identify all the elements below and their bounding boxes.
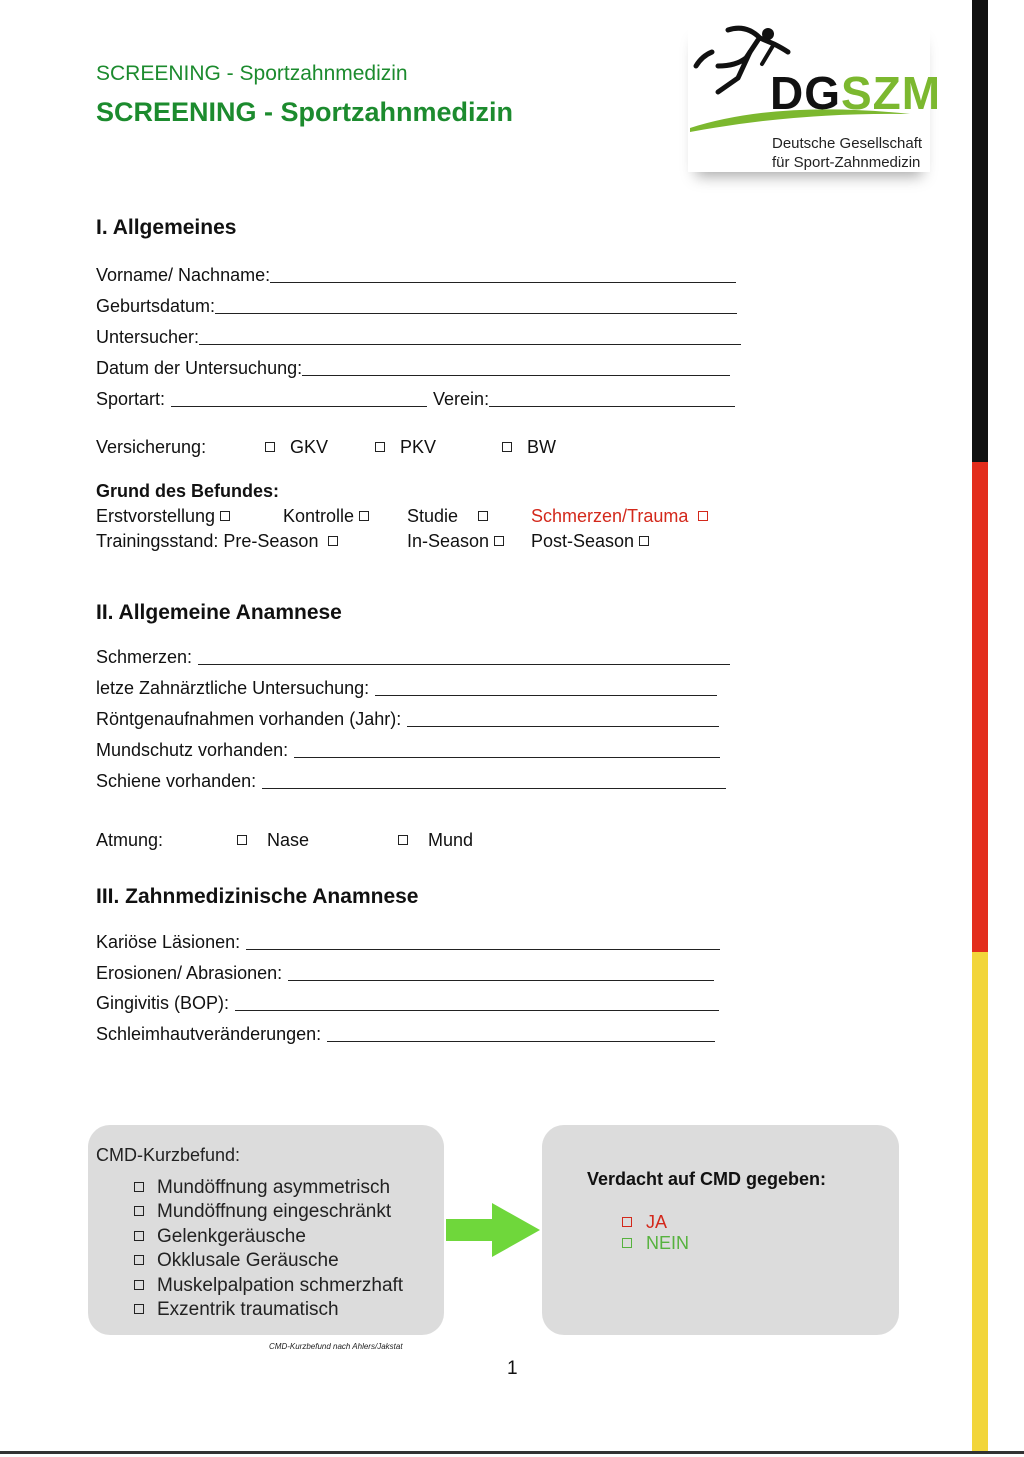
- caries-field[interactable]: [96, 929, 720, 953]
- flag-stripe-red: [972, 462, 988, 952]
- erosion-label: Erosionen/ Abrasionen:: [96, 963, 283, 983]
- verdict-yes-option[interactable]: JA: [622, 1212, 667, 1233]
- checkbox[interactable]: [134, 1280, 144, 1290]
- erosion-field[interactable]: [96, 960, 714, 984]
- checkbox[interactable]: [237, 835, 247, 845]
- page-number: 1: [507, 1358, 518, 1379]
- exam-date-field[interactable]: [96, 355, 730, 379]
- checkbox[interactable]: [134, 1231, 144, 1241]
- last-exam-line[interactable]: [375, 678, 717, 696]
- last-exam-label: letze Zahnärztliche Untersuchung:: [96, 678, 370, 698]
- club-label: Verein:: [433, 389, 490, 409]
- pain-line[interactable]: [198, 647, 730, 665]
- reason-first-visit[interactable]: Erstvorstellung: [96, 506, 230, 527]
- document-title: SCREENING - Sportzahnmedizin: [96, 97, 514, 127]
- name-label: Vorname/ Nachname:: [96, 265, 271, 285]
- sport-label: Sportart:: [96, 389, 166, 409]
- flag-stripe-black: [972, 0, 988, 462]
- birthdate-field[interactable]: [96, 293, 737, 317]
- verdict-panel: [542, 1125, 899, 1335]
- checkbox[interactable]: [359, 511, 369, 521]
- mucosa-field[interactable]: [96, 1021, 715, 1045]
- mouthguard-field[interactable]: [96, 737, 720, 761]
- checkbox[interactable]: [220, 511, 230, 521]
- checkbox[interactable]: [639, 536, 649, 546]
- cmd-item[interactable]: Mundöffnung eingeschränkt: [134, 1201, 391, 1223]
- cmd-footnote: CMD-Kurzbefund nach Ahlers/Jakstat: [269, 1342, 403, 1351]
- birthdate-line[interactable]: [215, 296, 737, 314]
- checkbox[interactable]: [398, 835, 408, 845]
- caries-line[interactable]: [246, 932, 720, 950]
- reason-study[interactable]: Studie: [407, 506, 488, 527]
- checkbox[interactable]: [502, 442, 512, 452]
- checkbox[interactable]: [265, 442, 275, 452]
- xray-label: Röntgenaufnahmen vorhanden (Jahr):: [96, 709, 402, 729]
- insurance-option-gkv[interactable]: GKV: [265, 437, 328, 458]
- cmd-item[interactable]: Gelenkgeräusche: [134, 1226, 306, 1248]
- logo-wordmark: DGSZM: [770, 67, 942, 119]
- name-line[interactable]: [270, 265, 736, 283]
- training-post-season[interactable]: Post-Season: [531, 531, 649, 552]
- flag-stripe-gold: [972, 952, 988, 1452]
- reason-pain-trauma[interactable]: Schmerzen/Trauma: [531, 506, 708, 527]
- checkbox[interactable]: [134, 1206, 144, 1216]
- checkbox[interactable]: [328, 536, 338, 546]
- splint-field[interactable]: [96, 768, 726, 792]
- sport-line[interactable]: [171, 389, 427, 407]
- section-anamnese-title: II. Allgemeine Anamnese: [96, 601, 342, 624]
- checkbox[interactable]: [375, 442, 385, 452]
- insurance-label: Versicherung:: [96, 437, 207, 457]
- club-line[interactable]: [489, 389, 735, 407]
- exam-date-label: Datum der Untersuchung:: [96, 358, 303, 378]
- cmd-title: CMD-Kurzbefund:: [96, 1145, 241, 1165]
- cmd-item[interactable]: Muskelpalpation schmerzhaft: [134, 1275, 403, 1297]
- arrow-right-icon: [446, 1203, 542, 1257]
- insurance-option-pkv[interactable]: PKV: [375, 437, 436, 458]
- cmd-item[interactable]: Exzentrik traumatisch: [134, 1299, 339, 1321]
- bottom-rule: [0, 1451, 1024, 1454]
- checkbox[interactable]: [494, 536, 504, 546]
- name-field[interactable]: [96, 262, 736, 286]
- mouthguard-label: Mundschutz vorhanden:: [96, 740, 289, 760]
- splint-line[interactable]: [262, 771, 726, 789]
- sport-field[interactable]: [96, 386, 735, 410]
- verdict-no-option[interactable]: NEIN: [622, 1233, 689, 1254]
- exam-date-line[interactable]: [302, 358, 730, 376]
- cmd-item[interactable]: Mundöffnung asymmetrisch: [134, 1177, 390, 1199]
- section-allgemeines-title: I. Allgemeines: [96, 216, 237, 239]
- breathing-option-nose[interactable]: Nase: [237, 830, 309, 851]
- training-in-season[interactable]: In-Season: [407, 531, 504, 552]
- mucosa-line[interactable]: [327, 1024, 715, 1042]
- checkbox[interactable]: [134, 1255, 144, 1265]
- checkbox[interactable]: [622, 1217, 632, 1227]
- reason-control[interactable]: Kontrolle: [283, 506, 369, 527]
- mucosa-label: Schleimhautveränderungen:: [96, 1024, 322, 1044]
- checkbox[interactable]: [698, 511, 708, 521]
- examiner-field[interactable]: [96, 324, 741, 348]
- reason-title: Grund des Befundes:: [96, 481, 280, 501]
- training-pre-season[interactable]: Trainingsstand: Pre-Season: [96, 531, 338, 552]
- insurance-option-bw[interactable]: BW: [502, 437, 556, 458]
- pain-field[interactable]: [96, 644, 730, 668]
- checkbox[interactable]: [478, 511, 488, 521]
- splint-label: Schiene vorhanden:: [96, 771, 257, 791]
- birthdate-label: Geburtsdatum:: [96, 296, 216, 316]
- checkbox[interactable]: [134, 1182, 144, 1192]
- examiner-line[interactable]: [199, 327, 741, 345]
- checkbox[interactable]: [134, 1304, 144, 1314]
- xray-line[interactable]: [407, 709, 719, 727]
- breathing-option-mouth[interactable]: Mund: [398, 830, 473, 851]
- mouthguard-line[interactable]: [294, 740, 720, 758]
- gingivitis-field[interactable]: [96, 990, 719, 1014]
- gingivitis-label: Gingivitis (BOP):: [96, 993, 230, 1013]
- examiner-label: Untersucher:: [96, 327, 200, 347]
- cmd-item[interactable]: Okklusale Geräusche: [134, 1250, 339, 1272]
- document-subtitle: SCREENING - Sportzahnmedizin: [96, 62, 408, 85]
- verdict-title: Verdacht auf CMD gegeben:: [587, 1169, 827, 1189]
- last-exam-field[interactable]: [96, 675, 717, 699]
- dgszm-logo: [688, 22, 942, 172]
- erosion-line[interactable]: [288, 963, 714, 981]
- checkbox[interactable]: [622, 1238, 632, 1248]
- logo-tagline: Deutsche Gesellschaft für Sport-Zahnmedizin: [772, 135, 923, 171]
- caries-label: Kariöse Läsionen:: [96, 932, 241, 952]
- xray-field[interactable]: [96, 706, 719, 730]
- gingivitis-line[interactable]: [235, 993, 719, 1011]
- section-dental-title: III. Zahnmedizinische Anamnese: [96, 885, 419, 908]
- breathing-label: Atmung:: [96, 830, 164, 850]
- pain-label: Schmerzen:: [96, 647, 193, 667]
